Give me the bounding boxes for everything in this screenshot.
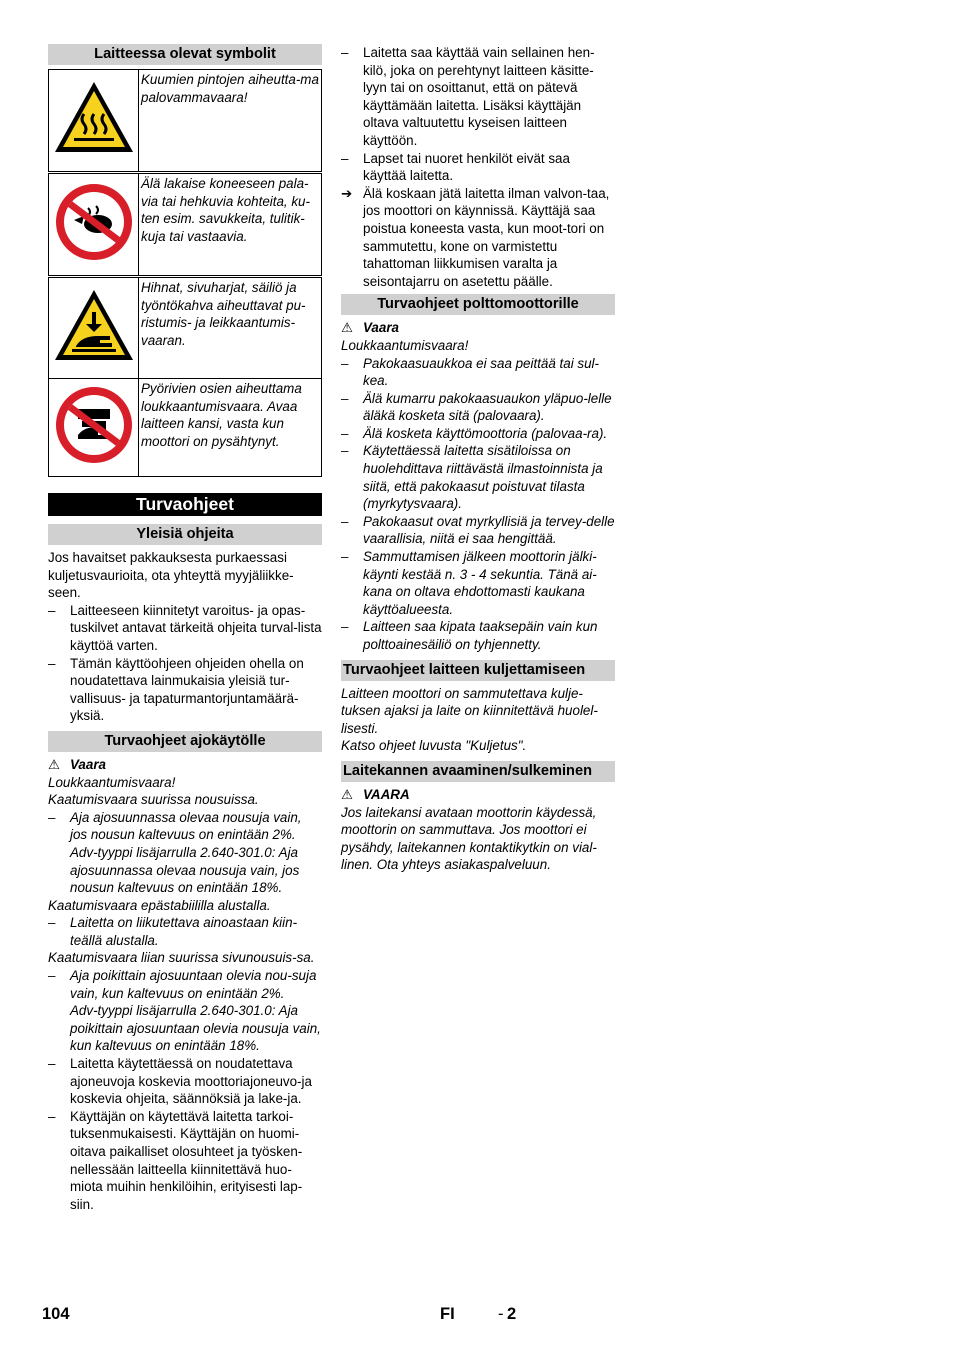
warning-icon: ⚠ bbox=[48, 756, 61, 772]
symbol-text: Pyörivien osien aiheuttama loukkaantumisvaara. Avaa laitteen kansi, vasta kun moottori on pysähtynyt. bbox=[139, 379, 322, 477]
footer-dash: - bbox=[498, 1305, 504, 1323]
list-item: – Pakokaasut ovat myrkyllisiä ja tervey-delle vaarallisia, niitä ei saa hengittää. bbox=[341, 513, 615, 547]
transport-text: Laitteen moottori on sammutettava kulje-tuksen ajaksi ja laite on kiinnitettävä huolel-lisesti. bbox=[341, 685, 598, 736]
symbol-row bbox=[49, 70, 322, 172]
list-item: – Laitetta käytettäessä on noudatettava ajoneuvoja koskevia moottoriajoneuvo-ja koskevia ohjeita, säännöksiä ja lake-ja. bbox=[48, 1056, 312, 1107]
language-code: FI bbox=[440, 1305, 455, 1323]
list-item: – Sammuttamisen jälkeen moottorin jälki-käynti kestää n. 3 - 4 sekuntia. Tänä ai-kana on oltava ehdottomasti kaukana käyttöalueesta. bbox=[341, 549, 597, 617]
engine-line: Loukkaantumisvaara! bbox=[341, 337, 469, 353]
symbol-row bbox=[49, 174, 322, 276]
driving-warning: ⚠ Vaara bbox=[48, 756, 106, 772]
list-item: – Laitetta on liikutettava ainoastaan kiin-teällä alustalla. bbox=[48, 915, 298, 948]
list-item: – Laitetta saa käyttää vain sellainen hen-kilö, joka on perehtynyt laitteen käsitte-lyyn tai on osoittanut, että on pätevä käyttämään laitetta. Lisäksi käyttäjän oltava valtuutettu kyseisen laitteen käyttöön. bbox=[341, 45, 595, 148]
list-item: – Älä kumarru pakokaasuaukon yläpuo-lelle äläkä kosketa sitä (palovaara). bbox=[341, 390, 612, 424]
arrow-icon: ➔ bbox=[341, 185, 353, 201]
engine-warning: ⚠ Vaara bbox=[341, 320, 399, 336]
cover-text: Jos laitekansi avataan moottorin käydessä, moottorin on sammuttava. Jos moottori ei pysähdy, laitekannen kontaktikytkin on vial-linen. Ota yhteys asiakaspalveluun. bbox=[341, 804, 597, 873]
driving-heading: Turvaohjeet ajokäytölle bbox=[48, 731, 322, 752]
list-item: – Älä kosketa käyttömoottoria (palovaa-ra). bbox=[341, 425, 608, 441]
list-item: – Aja ajosuunnassa olevaa nousuja vain, jos nousun kaltevuus on enintään 2%. bbox=[48, 809, 302, 843]
list-item: – Käytettäessä laitetta sisätiloissa on huolehdittava riittävästä ilmastoinnista ja siitä, että pakokaasut poistuvat tilasta (myrkytysvaara). bbox=[341, 443, 603, 512]
hand-crush-warning-icon bbox=[52, 286, 136, 366]
driving-line: Loukkaantumisvaara! bbox=[48, 774, 176, 790]
cover-heading: Laitekannen avaaminen/sulkeminen bbox=[341, 761, 615, 782]
arrow-item: ➔ Älä koskaan jätä laitetta ilman valvon-taa, jos moottori on käynnissä. Käyttäjä saa poistua koneesta vasta, kun moot-tori on sammutettu, kone on varmistettu tahattoman liikkumisen varalta ja seisontajarru on asetettu päälle. bbox=[341, 185, 610, 289]
right-column bbox=[341, 44, 615, 874]
list-item: – Tämän käyttöohjeen ohjeiden ohella on noudatettava lainmukaisia yleisiä tur-vallisuus- ja tapaturmantorjuntamäärä-yksiä. bbox=[48, 655, 304, 724]
list-item: – Laitteen saa kipata taaksepäin vain kun polttoainesäiliö on tyhjennetty. bbox=[341, 619, 598, 652]
symbol-text: Kuumien pintojen aiheutta-ma palovammavaara! bbox=[139, 70, 322, 172]
general-heading: Yleisiä ohjeita bbox=[48, 524, 322, 545]
engine-heading: Turvaohjeet polttomoottorille bbox=[341, 294, 615, 315]
list-item: – Pakokaasuaukkoa ei saa peittää tai sul-kea. bbox=[341, 355, 599, 389]
symbols-table bbox=[48, 69, 322, 477]
warning-icon: ⚠ bbox=[341, 320, 354, 336]
no-hand-rotating-parts-icon bbox=[52, 383, 136, 467]
driving-line: Kaatumisvaara liian suurissa sivunousuis-sa. bbox=[48, 950, 315, 966]
symbol-text: Hihnat, sivuharjat, säiliö ja työntökahva aiheuttavat pu-ristumis- ja leikkaantumis-vaaran. bbox=[139, 278, 322, 379]
transport-ref: Katso ohjeet luvusta "Kuljetus". bbox=[341, 738, 527, 754]
left-column bbox=[48, 44, 322, 1213]
sub-page-number: 2 bbox=[507, 1305, 517, 1323]
page-number: 104 bbox=[42, 1305, 70, 1323]
hot-surface-icon bbox=[52, 78, 136, 158]
transport-heading: Turvaohjeet laitteen kuljettamiseen bbox=[341, 660, 615, 681]
general-intro: Jos havaitset pakkauksesta purkaessasi kuljetusvaurioita, ota yhteyttä myyjäliikke-seen. bbox=[48, 550, 294, 601]
no-sweeping-burning-objects-icon bbox=[52, 180, 136, 264]
driving-line: Kaatumisvaara suurissa nousuissa. bbox=[48, 792, 259, 808]
safety-title: Turvaohjeet bbox=[48, 493, 322, 516]
list-item: – Aja poikittain ajosuuntaan olevia nou-suja vain, kun kaltevuus on enintään 2%. bbox=[48, 968, 317, 1001]
symbol-row bbox=[49, 379, 322, 477]
list-item-continuation: Adv-tyyppi lisäjarrulla 2.640-301.0: Aja ajosuunnassa olevaa nousuja vain, jos nousun kaltevuus on enintään 18%. bbox=[70, 844, 300, 896]
list-item: – Laitteeseen kiinnitetyt varoitus- ja opas-tuskilvet antavat tärkeitä ohjeita turval-lista käyttöä varten. bbox=[48, 602, 322, 653]
list-item: – Lapset tai nuoret henkilöt eivät saa käyttää laitetta. bbox=[341, 150, 570, 184]
symbol-text: Älä lakaise koneeseen pala-via tai hehkuvia kohteita, ku-ten esim. savukkeita, tulitik-kuja tai vastaavia. bbox=[139, 174, 322, 276]
list-item: – Käyttäjän on käytettävä laitetta tarkoi-tuksenmukaisesti. Käyttäjän on huomi-oitava paikalliset olosuhteet ja työsken-nellessään laitteella kiinnitettävä huo-miota muihin henkilöihin, erityisesti lap-siin. bbox=[48, 1108, 303, 1212]
list-item-continuation: Adv-tyyppi lisäjarrulla 2.640-301.0: Aja poikittain ajosuuntaan olevia nousuja vain, kun kaltevuus on enintään 18%. bbox=[70, 1003, 321, 1054]
cover-warning: ⚠ VAARA bbox=[341, 786, 410, 802]
warning-icon: ⚠ bbox=[341, 786, 354, 802]
symbol-row bbox=[49, 278, 322, 379]
driving-line: Kaatumisvaara epästabiililla alustalla. bbox=[48, 897, 271, 913]
symbols-heading: Laitteessa olevat symbolit bbox=[48, 44, 322, 65]
